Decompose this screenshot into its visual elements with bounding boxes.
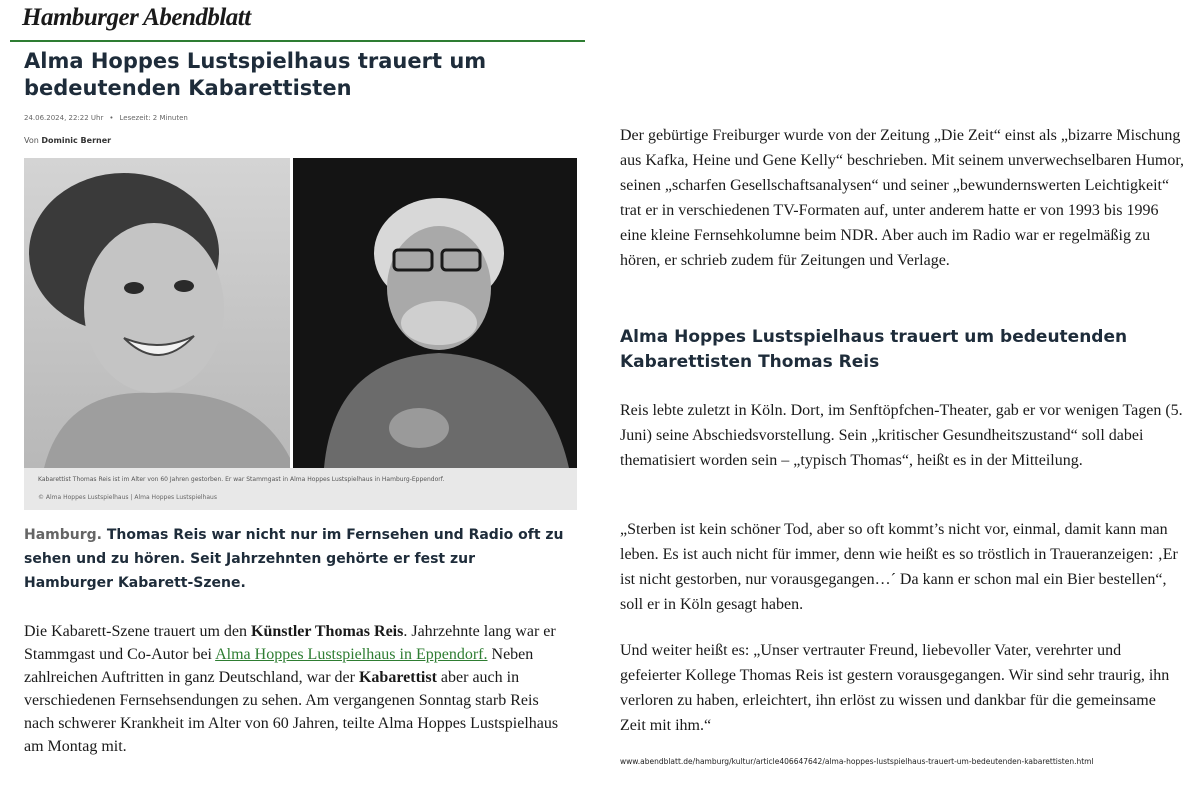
body-bold-text: Kabarettist — [358, 669, 437, 686]
body-paragraph-2: Der gebürtige Freiburger wurde von der Zeitung „Die Zeit“ einst als „bizarre Mischung aus Kafka, Heine und Gene Kelly“ beschrieben. Mit seinem unverwechselbaren Humor, seinen „scharfen Gesellschaftsanalysen“ und seiner „bewundernswerten Leichtigkeit“ trat er in verschiedenen TV-Formaten auf, unter anderem hatte er von 1993 bis 1996 eine kleine Fernsehkolumne beim NDR. Aber auch im Radio war er regelmäßig zu hören, er schrieb zudem für Zeitungen und Verlage. — [620, 127, 1185, 269]
lead-location: Hamburg. — [24, 527, 102, 543]
body-text: aber auch in verschiedenen Fernsehsendungen zu sehen. Am vergangenen Sonntag starb Reis nach schwerer Krankheit im Alter von 60 Jahren, teilte Alma Hoppes Lustspielhaus am Montag mit. — [24, 669, 559, 755]
image-credit: © Alma Hoppes Lustspielhaus | Alma Hoppes Lustspielhaus — [38, 494, 217, 501]
article-date: 24.06.2024, 22:22 Uhr — [24, 114, 104, 122]
body-text: . Jahrzehnte lang war er Stammgast und Co-Autor bei — [24, 623, 556, 663]
photo-illustration — [24, 158, 577, 468]
source-url[interactable]: www.abendblatt.de/hamburg/kultur/article406647642/alma-hoppes-lustspielhaus-trauert-um-bedeutenden-kabarettisten.html — [620, 757, 1094, 766]
left-person-eye — [124, 282, 144, 294]
body-paragraph-5: Und weiter heißt es: „Unser vertrauter Freund, liebevoller Vater, verehrter und gefeierter Kollege Thomas Reis ist gestern vorausgegangen. Wir sind sehr traurig, ihn verloren zu haben, erleichtert, ihn erlöst zu wissen und dankbar für die gemeinsame Zeit mit ihm.“ — [620, 642, 1170, 734]
author-name[interactable]: Dominic Berner — [41, 136, 112, 145]
body-text: Neben zahlreichen Auftritten in ganz Deutschland, war der — [24, 646, 534, 686]
right-person-hands — [389, 408, 449, 448]
meta-separator: • — [109, 114, 114, 122]
left-person-face — [84, 223, 224, 393]
article-subheading: Alma Hoppes Lustspielhaus trauert um bedeutenden Kabarettisten Thomas Reis — [620, 327, 1128, 372]
left-person-eye — [174, 280, 194, 292]
body-paragraph-1 — [24, 620, 569, 758]
body-bold-text: Künstler Thomas Reis — [251, 623, 404, 640]
read-time: Lesezeit: 2 Minuten — [119, 114, 188, 122]
lustspielhaus-link[interactable]: Alma Hoppes Lustspielhaus in Eppendorf. — [215, 646, 488, 663]
byline — [24, 136, 111, 145]
body-paragraph-4: „Sterben ist kein schöner Tod, aber so oft kommt’s nicht vor, einmal, damit kann man leben. Es ist auch nicht für immer, denn wie heißt es so tröstlich in Traueranzeigen: ‚Er ist nicht gestorben, nur vorausgegangen…´ Da kann er schon mal ein Bier bestellen“, soll er in Köln gesagt haben. — [620, 521, 1178, 613]
article-photo[interactable] — [24, 158, 577, 468]
image-caption: Kabarettist Thomas Reis ist im Alter von 60 Jahren gestorben. Er war Stammgast in Alma Hoppes Lustspielhaus in Hamburg-Eppendorf. — [38, 476, 445, 483]
right-person-beard — [401, 301, 477, 345]
article-meta — [24, 114, 188, 122]
site-logo[interactable]: Hamburger Abendblatt — [22, 4, 251, 31]
body-paragraph-3: Reis lebte zuletzt in Köln. Dort, im Senftöpfchen-Theater, gab er vor wenigen Tagen (5. Juni) seine Abschiedsvorstellung. Sein „kritischer Gesundheitszustand“ soll dabei thematisiert worden sein – „typisch Thomas“, heißt es in der Mitteilung. — [620, 402, 1183, 469]
article-lead — [24, 523, 564, 595]
article-headline: Alma Hoppes Lustspielhaus trauert um bedeutenden Kabarettisten — [24, 49, 487, 100]
lead-text: Thomas Reis war nicht nur im Fernsehen und Radio oft zu sehen und zu hören. Seit Jahrzehnten gehörte er fest zur Hamburger Kabarett-Szene. — [24, 527, 564, 591]
byline-prefix: Von — [24, 136, 39, 145]
article-figure — [24, 158, 577, 510]
body-text: Die Kabarett-Szene trauert um den — [24, 623, 252, 640]
header-divider — [10, 40, 585, 42]
